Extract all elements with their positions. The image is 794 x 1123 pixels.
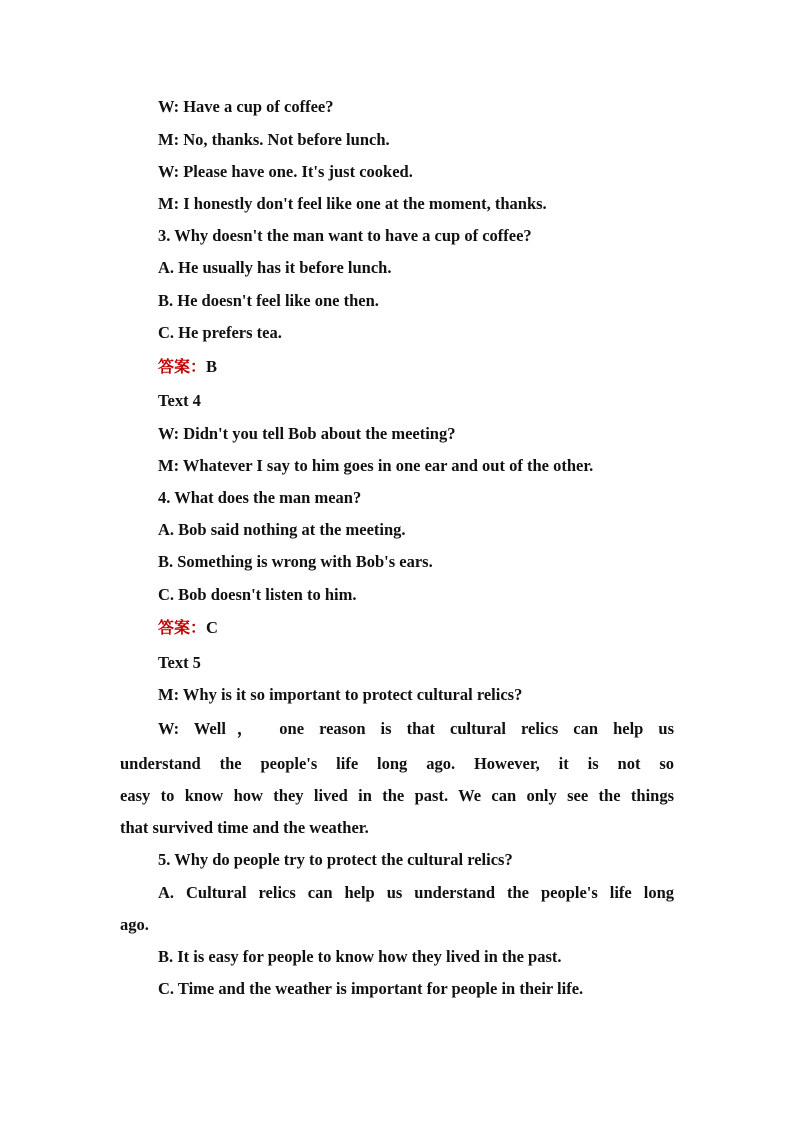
dialog-line: M: No, thanks. Not before lunch.	[158, 130, 390, 149]
option-a: A. He usually has it before lunch.	[158, 258, 392, 277]
dialog-line: M: Whatever I say to him goes in one ear and out of the other.	[158, 456, 594, 475]
answer-label: 答案：	[158, 357, 207, 376]
section-heading: Text 4	[158, 391, 201, 410]
dialog-paragraph-line: W: Well， one reason is that cultural relics can help us	[158, 719, 674, 738]
option-a: A. Bob said nothing at the meeting.	[158, 520, 406, 539]
question-4: 4. What does the man mean?	[158, 488, 362, 507]
option-b: B. Something is wrong with Bob's ears.	[158, 552, 433, 571]
answer-line	[158, 357, 217, 377]
option-a: A. Cultural relics can help us understand the people's life long	[158, 883, 674, 902]
question-5: 5. Why do people try to protect the cultural relics?	[158, 850, 513, 869]
dialog-line: M: Why is it so important to protect cultural relics?	[158, 685, 523, 704]
answer-line	[158, 618, 218, 638]
question-3: 3. Why doesn't the man want to have a cup of coffee?	[158, 226, 532, 245]
dialog-line: W: Have a cup of coffee?	[158, 97, 334, 116]
dialog-paragraph-line: that survived time and the weather.	[120, 818, 369, 837]
option-c: C. He prefers tea.	[158, 323, 282, 342]
answer-label: 答案：	[158, 618, 207, 637]
option-c: C. Time and the weather is important for people in their life.	[158, 979, 584, 998]
option-b: B. It is easy for people to know how they lived in the past.	[158, 947, 562, 966]
dialog-paragraph-line: easy to know how they lived in the past. We can only see the things	[120, 786, 674, 805]
dialog-line: W: Please have one. It's just cooked.	[158, 162, 413, 181]
dialog-line: W: Didn't you tell Bob about the meeting?	[158, 424, 456, 443]
dialog-line: M: I honestly don't feel like one at the moment, thanks.	[158, 194, 547, 213]
dialog-paragraph-line: understand the people's life long ago. However, it is not so	[120, 754, 674, 773]
section-heading: Text 5	[158, 653, 201, 672]
answer-value: B	[206, 357, 218, 376]
option-c: C. Bob doesn't listen to him.	[158, 585, 357, 604]
option-b: B. He doesn't feel like one then.	[158, 291, 379, 310]
option-a-continued: ago.	[120, 915, 149, 934]
answer-value: C	[206, 618, 218, 637]
